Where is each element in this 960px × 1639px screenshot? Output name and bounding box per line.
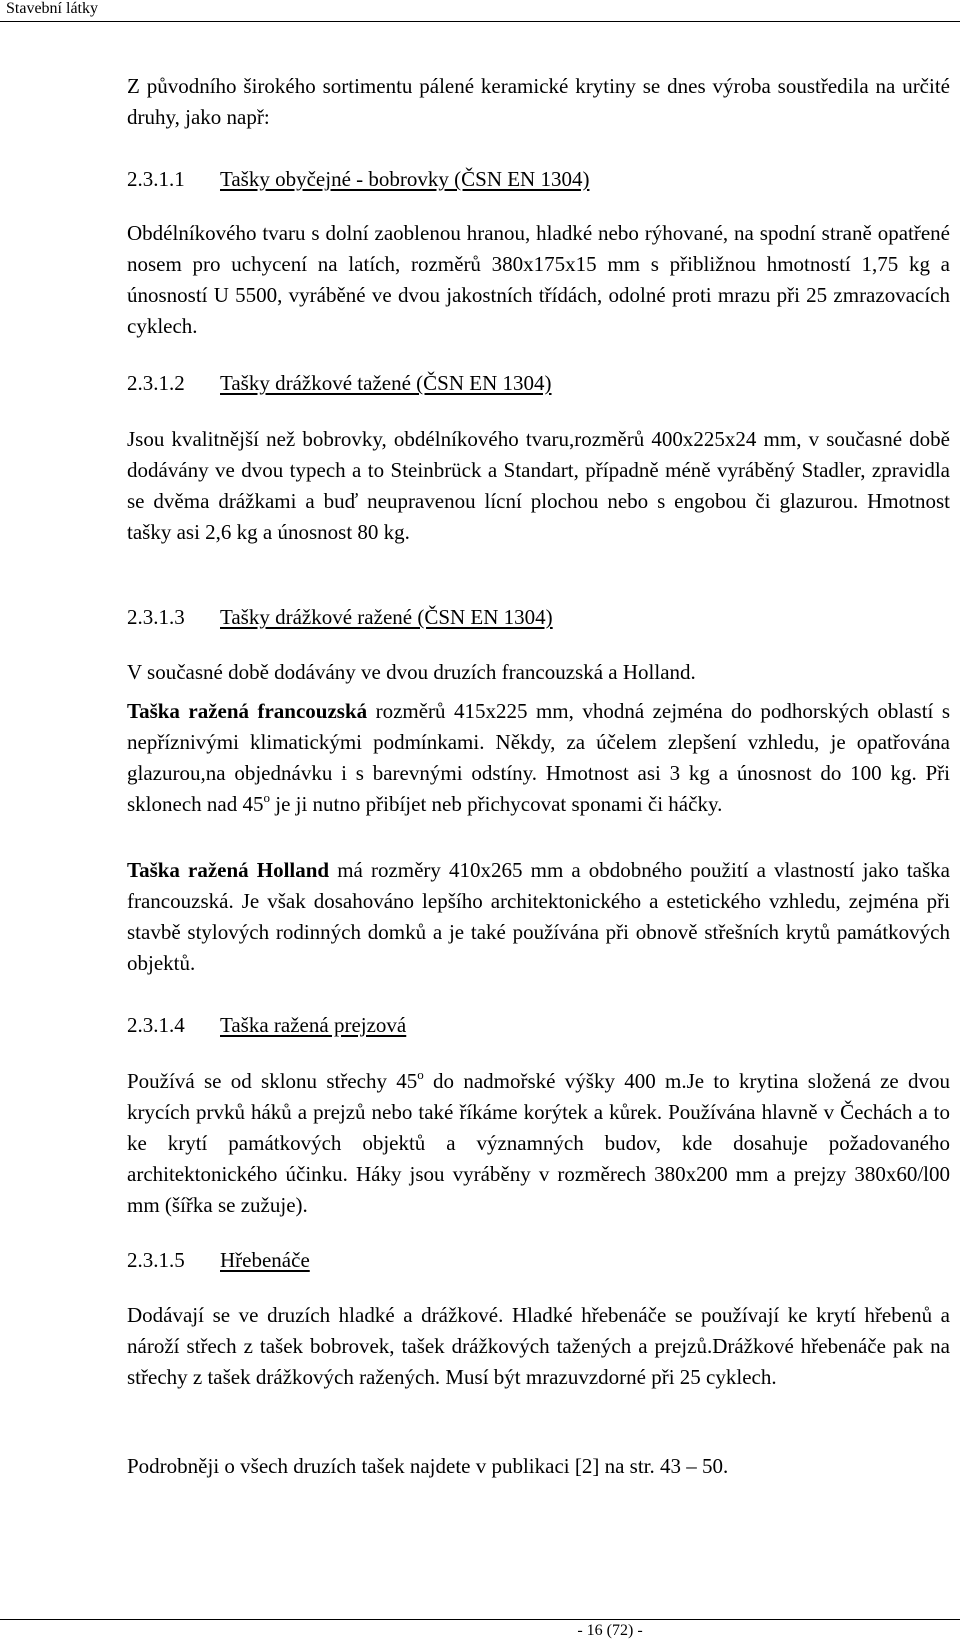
section-title: Hřebenáče — [220, 1248, 310, 1272]
section-paragraph-hrebenace: Dodávají se ve druzích hladké a drážkové. Hladké hřebenáče se používají ke krytí hřebenů a nároží střech z tašek bobrovek, tašek drážkových tažených a prejzů.Drážkové hřebenáče pak na střechy z tašek drážkových ražených. Musí být mrazuvzdorné při 25 cyklech. — [127, 1303, 950, 1389]
section-paragraph-prejzova — [127, 1066, 950, 1221]
section-number: 2.3.1.1 — [127, 167, 185, 191]
bold-term: Taška ražená francouzská — [127, 699, 368, 723]
closing-paragraph: Podrobněji o všech druzích tašek najdete v publikaci [2] na str. 43 – 50. — [127, 1454, 729, 1478]
section-paragraph-drazkove-tazene: Jsou kvalitnější než bobrovky, obdélníkového tvaru,rozměrů 400x225x24 mm, v současné době dodávány ve dvou typech a to Steinbrück a Standart, případně méně vyráběný Stadler, zpravidla se dvěma drážkami a buď neupravenou lícní plochou nebo s engobou či glazurou. Hmotnost tašky asi 2,6 kg a únosnost 80 kg. — [127, 427, 950, 544]
section-number: 2.3.1.5 — [127, 1248, 185, 1272]
intro-paragraph: Z původního širokého sortimentu pálené keramické krytiny se dnes výroba soustředila na určité druhy, jako např: — [127, 74, 950, 129]
header-divider — [0, 21, 960, 22]
section-heading-2-3-1-3 — [127, 602, 553, 633]
paragraph-text: má rozměry 410x265 mm a obdobného použití a vlastností jako taška francouzská. Je však dosahováno lepšího architektonického a estetického vzhledu, zejména při stavbě stylových rodinných domků a je také používána při obnově střešních krytů památkových objektů. — [127, 858, 950, 975]
paragraph-text: Používá se od sklonu střechy 45 — [127, 1069, 418, 1093]
section-number: 2.3.1.2 — [127, 371, 185, 395]
section-number: 2.3.1.3 — [127, 605, 185, 629]
section-title: Tašky drážkové tažené (ČSN EN 1304) — [220, 371, 552, 395]
paragraph-text-continued: je ji nutno přibíjet neb přichycovat sponami či háčky. — [269, 792, 723, 816]
footer-divider — [0, 1619, 960, 1620]
paragraph-text-continued: do nadmořské výšky 400 m.Je to krytina složená ze dvou krycích prvků háků a prejzů nebo také říkáme korýtek a kůrek. Používána hlavně v Čechách a to ke krytí památkových objektů a významných budov, kde dosahuje požadovaného architektonického účinku. Háky jsou vyráběny v rozměrech 380x200 mm a prejzy 380x60/l00 mm (šířka se zužuje). — [127, 1069, 951, 1217]
page-footer — [0, 1622, 960, 1639]
section-title: Tašky obyčejné - bobrovky (ČSN EN 1304) — [220, 167, 590, 191]
section-heading-2-3-1-4 — [127, 1010, 406, 1041]
section-heading-2-3-1-2 — [127, 368, 552, 399]
section-title: Tašky drážkové ražené (ČSN EN 1304) — [220, 605, 553, 629]
page-number: - 16 (72) - — [577, 1622, 643, 1639]
section-title: Taška ražená prejzová — [220, 1013, 407, 1037]
section-paragraph-bobrovky: Obdélníkového tvaru s dolní zaoblenou hranou, hladké nebo rýhované, na spodní straně opatřené nosem pro uchycení na latích, rozměrů 380x175x15 mm s přibližnou hmotností 1,75 kg a únosností U 5500, vyráběné ve dvou jakostních třídách, odolné proti mrazu při 25 zmrazovacích cyklech. — [127, 221, 950, 338]
paragraph-taska-holland — [127, 855, 950, 979]
running-header: Stavební látky — [6, 0, 98, 17]
degree-superscript: o — [263, 790, 270, 805]
bold-term: Taška ražená Holland — [127, 858, 330, 882]
paragraph-text: rozměrů 415x225 mm, vhodná zejména do podhorských oblastí s nepříznivými klimatickými podmínkami. Někdy, za účelem zlepšení vzhledu, je opatřována glazurou,na objednávku i s barevnými odstíny. Hmotnost asi 3 kg a únosnost do 100 kg. Při sklonech nad 45 — [127, 699, 950, 816]
paragraph-taska-francouzska — [127, 696, 950, 820]
section-heading-2-3-1-5 — [127, 1245, 310, 1276]
section-number: 2.3.1.4 — [127, 1013, 185, 1037]
degree-superscript: o — [417, 1067, 424, 1082]
section-heading-2-3-1-1 — [127, 164, 589, 195]
section-paragraph-razene-intro: V současné době dodávány ve dvou druzích francouzská a Holland. — [127, 660, 696, 684]
